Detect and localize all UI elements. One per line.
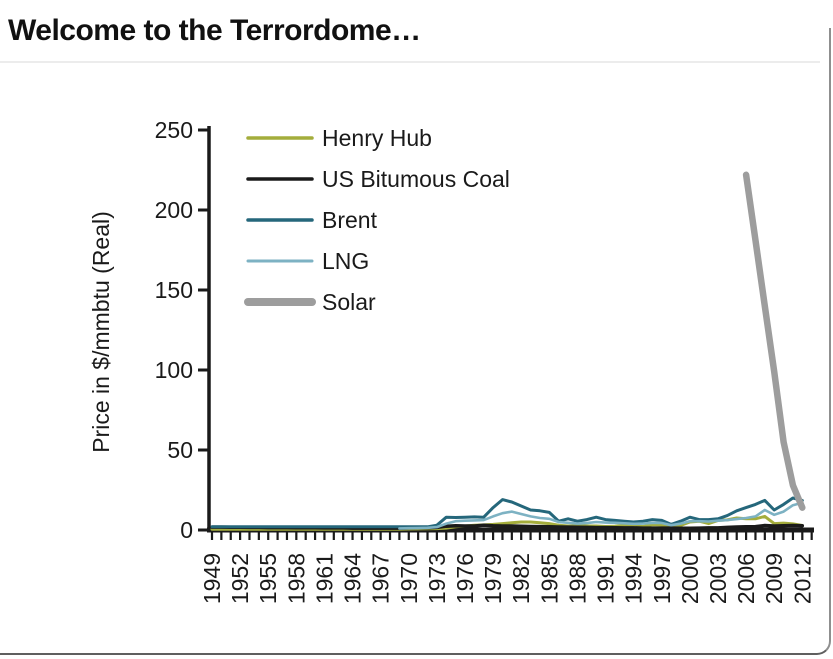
x-tick-label: 1976 [451,553,478,605]
image-frame-border [0,28,831,655]
legend-label-brent: Brent [322,207,377,233]
legend-label-lng: LNG [322,248,370,274]
x-tick-label: 1967 [367,553,394,605]
page-title: Welcome to the Terrordome… [8,14,421,47]
y-tick-label: 0 [180,517,193,543]
x-tick-label: 1985 [536,553,563,605]
x-tick-label: 1991 [592,553,619,605]
x-tick-label: 1973 [423,553,450,605]
x-tick-label: 1994 [620,553,647,605]
x-tick-label: 1982 [508,553,535,605]
x-tick-label: 2012 [789,553,816,605]
x-tick-label: 1955 [255,553,282,605]
x-tick-label: 1970 [395,553,422,605]
legend-label-us-bitumous-coal: US Bitumous Coal [322,166,510,192]
x-tick-label: 1949 [199,553,225,605]
x-tick-label: 1952 [227,553,254,605]
x-tick-label: 1964 [339,553,366,605]
y-tick-label: 200 [154,197,193,223]
x-tick-label: 1958 [283,553,310,605]
legend-label-solar: Solar [322,289,376,315]
y-tick-label: 100 [154,357,193,383]
x-tick-label: 1961 [311,553,338,605]
x-tick-label: 2003 [704,553,731,605]
x-tick-label: 2006 [733,553,760,605]
x-tick-label: 1979 [480,553,507,605]
y-tick-label: 250 [154,117,193,143]
y-tick-label: 150 [154,277,193,303]
legend-label-henry-hub: Henry Hub [322,125,432,151]
x-tick-label: 2000 [676,553,703,605]
y-tick-label: 50 [167,437,193,463]
x-tick-label: 2009 [761,553,788,605]
x-tick-label: 1988 [564,553,591,605]
y-axis-title: Price in $/mmbtu (Real) [88,211,114,453]
x-tick-label: 1997 [648,553,675,605]
